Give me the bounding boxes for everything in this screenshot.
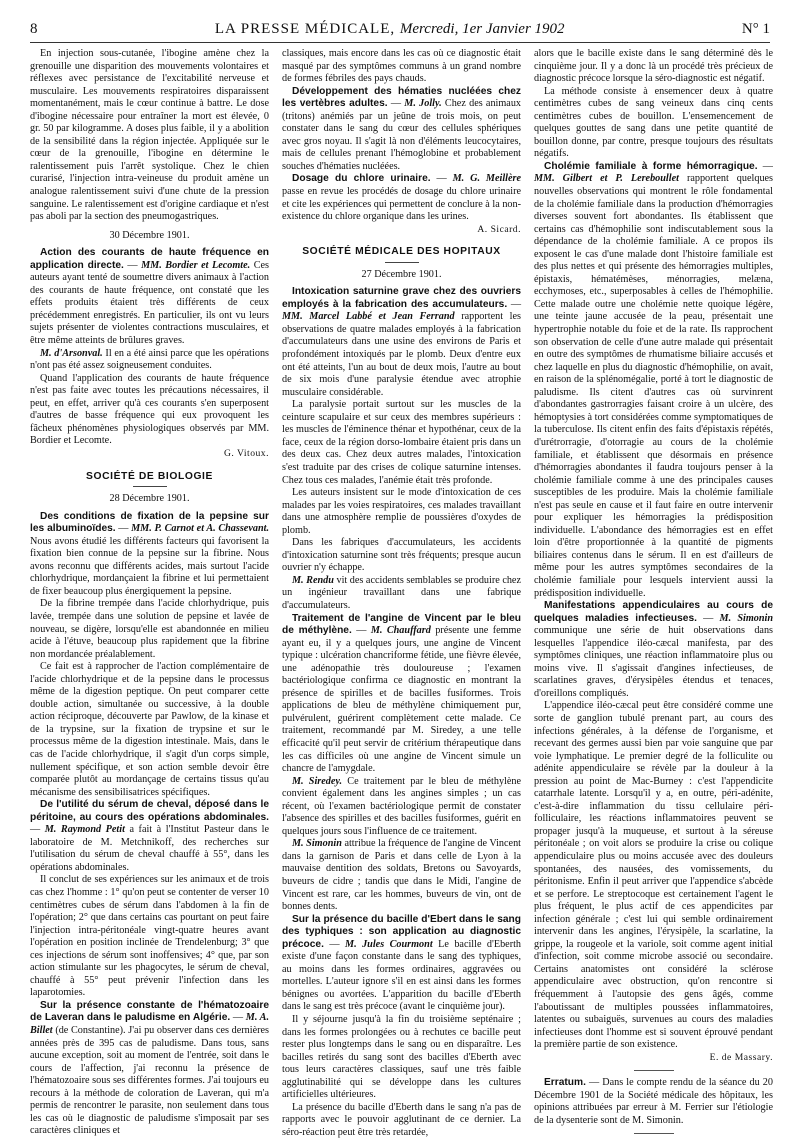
signature: E. de Massary. [709,1051,773,1063]
article-text: présente une femme ayant eu, il y a quelques jours, une angine de Vincent typique : ulcération chancriforme fétide, une fièvre élevée, une adénopathie très douloureuse ; l'examen bactériologique confirma ce diagnostic en montrant la présence de spirilles et de bacilles fusiformes. Trois applications de bleu de méthylène chimiquement pur, pulvérulent, guérirent complètement cette malade. Ce traitement, recommandé par M. Siredey, a une telle efficacité qu'il peut servir de critérium thérapeutique dans les cas difficiles où une angine de Vincent simule un chancre de l'amygdale. [282,625,522,775]
journal-masthead [215,21,565,38]
column-3 [534,48,774,1126]
signature: A. Sicard. [477,223,521,235]
article-text: Ces auteurs ayant tenté de soumettre divers animaux à l'action des courants de haute fréquence, ont constaté que les effets produits étaient très différents de ceux précédemment enregistrés. En particulier, ils ont vu leurs sujets présenter de violentes contractions musculaires, et être même atteints de brûlures graves. [30,259,270,347]
issue-number: N° 1 [741,21,770,37]
article-authors: M. A. Billet [30,1012,270,1037]
article-text: passe en revue les procédés de dosage du chlore urinaire et cite les expériences qui permettent de conclure à la non-existence du chlore organique dans les urines. [282,186,521,223]
article-authors: M. Raymond Petit [44,824,125,836]
erratum-title: Erratum. [544,1077,586,1089]
article-text: rapportent quelques nouvelles observations qui montrent le rôle fondamental de la cholémie familiale dans la production d'hémorragies diverses souvent fort abondantes. Ils établissent que certains cas d'hémophilie sont indiscutablement sous la dépendance de la cholémie familiale. A ce propos ils exposent le cas d'une malade dont l'histoire familiale est des plus nettes et qui présente des hémorragies multiples, épistaxis, hématémèses, ménorragies, melæna, ecchymoses, etc., superposables à celles de l'hémophilie. Cette malade outre une cholémie nette quoique légère, une teinte jaune accusée de la peau, présentait une hypertrophie notable du foie et de la rate. Ils rapprochent son observation de celle d'une autre malade qui présentait en outre des symptômes de rhumatisme biliaire accusés et chez laquelle en plus du diagnostic d'hémophilie, on avait, en raison de la splénomégalie, porté à tort le diagnostic de paludisme. Ils citent d'autres cas où survinrent d'abondantes gastrorragies faisant croire à un ulcère, des hémoptysies à tort considérées comme symptomatiques de la tuberculose. Ils citent enfin des faits d'épistaxis répétés, d'urétrorragie, d'otorragie au cours de la cholémie familiale, et établissent que désormais en présence d'hémorragies abondantes il faudra toujours penser à la cholémie familiale comme à une des principales causes susceptibles de les produire. Mais la cholémie familiale n'est pas seule en cause et il faut faire en outre intervenir pour expliquer les hémorragies la prédisposition individuelle. L'abondance des hémorragies est en effet loin d'être proportionnée à la quantité de pigments biliaires contenus dans le sérum. Il en est d'ailleurs de même pour les autres symptômes secondaires de la cholémie familiale pour lesquels intervient aussi la prédisposition individuelle. [534,173,774,599]
paragraph: L'appendice iléo-cæcal peut être considéré comme une sorte de ganglion tubulé prenant part, au cours des infections générales, à la défense de l'organisme, et recevant des germes aussi bien par voie sanguine que par voie lymphatique. Le premier degré de la folliculite ou adénite appendiculaire se révèle par la douleur à la pression au point de Mac-Burney : c'est l'appendicite catarrhale latente. Lorsqu'il y a, en outre, péri-adénite, c'est-à-dire inflammation du tissu cellulaire péri-folliculaire, les réactions inflammatoires peuvent se propager jusqu'à la muqueuse, et surtout à la séreuse péritonéale ; on voit alors se produire la crise ou colique appendiculaire plus ou moins accusée avec des douleurs spontanées, des nausées, des vomissements, du péritonisme. Enfin il peut arriver que l'appendice s'abcède et se perfore. Le streptocoque est certainement l'agent le plus fréquent, le plus actif de ces appendicites par infection générale ; c'est lui qui semble ordinairement intervenir dans les angines, l'érysipèle, la scarlatine, la grippe, la rougeole et la variole, soit comme agent initial d'infection, soit comme microbe associé ou secondaire. Certains anatomistes ont considéré la sclérose appendiculaire avec obstruction, qu'on rencontre si fréquemment à l'autopsie des gens âgés, comme l'aboutissant de multiples poussées inflammatoires, latentes ou subaiguës, survenues au cours des maladies infectieuses dont l'homme est si souvent éprouvé pendant la première partie de son existence. [534,700,773,1051]
article-title: De l'utilité du sérum de cheval, déposé dans le péritoine, au cours des opérations abdominales. [30,799,269,823]
journal-name: LA PRESSE MÉDICALE, [214,21,396,37]
article-authors: MM. Marcel Labbé et Jean Ferrand [282,311,455,323]
article-title: Développement des hématies nucléées chez les vertèbres adultes. [282,85,521,110]
article-title: Des conditions de fixation de la pepsine sur les albuminoïdes. [30,510,269,535]
article: Dosage du chlore urinaire. — M. G. Meillère passe en revue les procédés de dosage du chlore urinaire et cite les expériences qui permettent de conclure à la non-existence du chlore organique dans les urines. [282,173,521,223]
article-text: Nous avons étudié les différents facteurs qui favorisent la fixation bien connue de la pepsine sur la fibrine. Nous avons reconnu que différents acides, mais surtout l'acide chlorhydrique, mordançaient la fibrine et lui permettaient de fixer beaucoup plus énergiquement la pepsine. [30,535,269,597]
paragraph: La paralysie portait surtout sur les muscles de la ceinture scapulaire et sur ceux des membres supérieurs : les muscles de l'éminence thénar et hypothénar, ceux de la face, ceux de la région dorso-lombaire étaient pris dans un des deux cas. Chez deux autres malades, l'intoxication s'est traduite par des crises de colique saturnine intenses. Chez tous ces malades, l'anémie était très profonde. [282,399,521,486]
article: Intoxication saturnine grave chez des ouvriers employés à la fabrication des accumulateurs. — MM. Marcel Labbé et Jean Ferrand rapportent les observations de quatre malades employés à la fabrication d'accumulateurs dans une usine des environs de Paris et profondément intoxiqués par le plomb. Deux d'entre eux ont été atteints, l'un au bout de deux mois, l'autre au bout de six mois d'une paralysie étendue avec atrophie musculaire considérable. [282,286,522,398]
article-authors: M. G. Meillère [452,173,521,185]
column-1 [30,48,270,1137]
erratum: Erratum. — Dans le compte rendu de la séance du 20 Décembre 1901 de la Société médicale des hôpitaux, les opinions attribuées par erreur à M. Ferrier sur l'étiologie de la dysenterie sont de M. Simonin. [534,1077,773,1126]
article: Traitement de l'angine de Vincent par le bleu de méthylène. — M. Chauffard présente une femme ayant eu, il y a quelques jours, une angine de Vincent typique : ulcération chancriforme fétide, une fièvre élevée, une adénopathie très douloureuse ; l'examen bactériologique confirma ce diagnostic en montrant la présence de spirilles et de bacilles fusiformes. Trois applications de bleu de méthylène chimiquement pur, pulvérulent, guérirent complètement cette malade. Ce traitement, recommandé par M. Siredey, a une telle efficacité qu'il peut servir de critérium thérapeutique dans les cas difficiles où une angine de Vincent simule un chancre de l'amygdale. [282,612,522,775]
article-authors: M. Jolly. [404,98,442,110]
paragraph [282,575,521,613]
paragraph: alors que le bacille existe dans le sang déterminé dès le cinquième jour. Il y a donc là un procédé très précieux de diagnostic précoce lorsque la séro-diagnostic est négatif. [534,48,773,85]
column-2 [282,48,522,1138]
paragraph: Les auteurs insistent sur le mode d'intoxication de ces malades par les voies respiratoires, ces malades travaillant dans une atmosphère remplie de poussières d'oxydes de plomb. [282,487,521,536]
paragraph [30,348,269,373]
article-text: Il en a été ainsi parce que les opérations n'ont pas été assez soigneusement conduites. [30,347,269,372]
article-authors: MM. Bordier et Lecomte. [141,259,251,271]
session-date: 28 Décembre 1901. [109,493,190,505]
article-authors: M. d'Arsonval. [40,347,103,359]
article-text: vit des accidents semblables se produire chez un ingénieur travaillant dans une fabrique d'accumulateurs. [282,574,521,611]
article-authors: M. Jules Courmont [345,938,433,950]
article-text: Ce traitement par le bleu de méthylène convient également dans les angines simples ; un cas récent, où l'examen bactériologique permit de constater l'absence des spirilles et des bacilles fusiformes, guérit en quelques jours sous l'influence de ce traitement. [282,775,522,837]
paragraph: La présence du bacille d'Eberth dans le sang n'a pas de rapports avec le pouvoir agglutinant de ce dernier. La séro-réaction peut être très retardée, [282,1101,521,1138]
article-title: Cholémie familiale à forme hémorragique. [544,160,758,172]
paragraph [282,838,521,913]
paragraph: Dans les fabriques d'accumulateurs, les accidents d'intoxication saturnine sont très fréquents; presque aucun ouvrier n'y échappe. [282,537,521,574]
article: De l'utilité du sérum de cheval, déposé dans le péritoine, au cours des opérations abdominales. — M. Raymond Petit a fait à l'Institut Pasteur dans le laboratoire de M. Metchnikoff, des recherches sur l'utilisation du sérum de cheval chauffé à 55°, dans les opérations abdominales. [30,799,270,873]
session-date: 30 Décembre 1901. [109,229,190,241]
erratum-text: Dans le compte rendu de la séance du 20 Décembre 1901 de la Société médicale des hôpitaux, les opinions attribuées par erreur à M. Ferrier sur l'étiologie de la dysenterie sont de M. Simonin. [534,1077,773,1126]
paragraph: En injection sous-cutanée, l'ibogine amène chez la grenouille une disparition des mouvements volontaires et réflexes avec persistance de l'excitabilité nerveuse et musculaire. Les mouvements respiratoires disparaissent momentanément, mais le cœur continue à battre. Le dose d'ibogine nécessaire pour entraîner la mort est élevée, 0 gr. 50 par kilogramme. A doses plus faible, il y a abolition de la sensibilité dans la région injectée. Appliquée sur le cœur de la grenouille, l'ibogine en détermine le ralentissement puis l'arrêt systolique. Chez le chien curarisé, l'injection intra-veineuse du produit amène un analogue ralentissement suivi d'une chute de la pression sanguine. Le ralentissement est d'origine cardiaque et n'est pas aboli par la section des pneumogastriques. [30,48,269,223]
article-title: Intoxication saturnine grave chez des ouvriers employés à la fabrication des accumulateurs. [282,286,521,310]
article-authors: M. Rendu [292,574,334,586]
paragraph: classiques, mais encore dans les cas où ce diagnostic était masqué par des symptômes communs à un grand nombre de formes fébriles des pays chauds. [282,48,521,85]
article-title: Traitement de l'angine de Vincent par le bleu de méthylène. [282,612,521,637]
article-text: a fait à l'Institut Pasteur dans le laboratoire de M. Metchnikoff, des recherches sur l'utilisation du sérum de cheval chauffé à 55°, dans les opérations abdominales. [30,824,270,873]
article-title: Action des courants de haute fréquence en application directe. [30,247,269,271]
section-heading: SOCIÉTÉ DE BIOLOGIE [30,471,269,488]
article-authors: MM. P. Carnot et A. Chassevant. [131,523,269,535]
article-title: Dosage du chlore urinaire. [292,173,431,185]
article-authors: M. Simonin [292,838,342,850]
paragraph: Quand l'application des courants de haute fréquence n'est pas faite avec toutes les précautions nécessaires, il peut, en effet, arriver qu'à ces courants s'en superposent d'autres de basse fréquence qui eux provoquent les fâcheux phénomènes physiologiques observés par MM. Bordier et Lecomte. [30,372,269,447]
article-authors: M. Simonin [719,612,774,624]
article-text: communique une série de huit observations dans lesquelles l'appendice iléo-cæcal manifesta, par des symptômes cliniques, une réaction inflammatoire plus ou moins vive. Il s'agissait d'angines infectieuses, de scarlatines graves, d'érysipèles étendus et tenaces, d'oreillons compliqués. [534,625,773,699]
article: Cholémie familiale à forme hémorragique. — MM. Gilbert et P. Lereboullet rapportent quelques nouvelles observations qui montrent le rôle fondamental de la cholémie familiale dans la production d'hémorragies diverses souvent fort abondantes. Ils établissent que certains cas d'hémophilie sont indiscutablement sous la dépendance de la cholémie familiale. A ce propos ils exposent le cas d'une malade dont l'histoire familiale est des plus nettes et qui présente des hémorragies multiples, épistaxis, hématémèses, ménorragies, melæna, ecchymoses, etc., superposables à celles de l'hémophilie. Cette malade outre une cholémie nette quoique légère, une teinte jaune accusée de la peau, présentait une hypertrophie notable du foie et de la rate. Ils rapprochent son observation de celle d'une autre malade qui présentait en outre des symptômes de rhumatisme biliaire accusés et chez laquelle en plus du diagnostic d'hémophilie, on avait, en raison de la splénomégalie, porté à tort le diagnostic de paludisme. Ils citent d'autres cas où survinrent d'abondantes gastrorragies faisant croire à un ulcère, des hémoptysies à tort considérées comme symptomatiques de la tuberculose. Ils citent enfin des faits d'épistaxis répétés, d'urétrorragie, d'otorragie au cours de la cholémie familiale, et établissent que désormais en présence d'hémorragies abondantes il faudra toujours penser à la cholémie familiale comme à une des principales causes susceptibles de les produire. Mais la cholémie familiale n'est pas seule en cause et il faut faire en outre intervenir pour expliquer les hémorragies la prédisposition individuelle. L'abondance des hémorragies est en effet loin d'être proportionnée à la quantité de pigments biliaires contenus dans le sérum. Il en est d'ailleurs de même pour les autres symptômes secondaires de la cholémie familiale pour lesquels intervient aussi la prédisposition individuelle. [534,160,774,599]
article: Développement des hématies nucléées chez les vertèbres adultes. — M. Jolly. Chez des animaux (tritons) anémiés par un jeûne de trois mois, on peut constater dans le sang du cœur des cellules sphériques avec gros noyau. Il s'agit là non d'éléments leucocytaires, mais de cellules prenant l'hémoglobine et probablement souches d'hématies nucléées. [282,85,522,172]
divider [634,1133,674,1134]
article: Action des courants de haute fréquence en application directe. — MM. Bordier et Lecomte. Ces auteurs ayant tenté de soumettre divers animaux à l'action des courants de haute fréquence, ont constaté que les effets produits étaient très différents de ceux précédemment enregistrés. En particulier, ils ont vu leurs sujets présenter de violentes contractions musculaires, et être même atteints de brûlures graves. [30,247,270,347]
article-text: (de Constantine). J'ai pu observer dans ces dernières années près de 395 cas de paludisme. Dans tous, sans aucune exception, soit au moment de l'entrée, soit dans le cours de l'affection, j'ai reconnu la présence de l'hématozoaire sous ses différentes formes. J'ai toujours eu recours à la méthode de coloration de Laveran, qui m'a permis de rencontrer le parasite, non seulement dans tous les cas où le diagnostic de paludisme s'imposait par ses caractères cliniques et [30,1025,270,1137]
article-text: Le bacille d'Eberth existe d'une façon constante dans le sang des typhiques, au moins dans les formes ordinaires, aggravées ou mortelles. L'auteur ignore s'il en est ainsi dans les formes bénignes ou avortées. L'apparition du bacille d'Eberth dans le sang est très précoce (avant le cinquième jour). [282,938,522,1013]
signature: G. Vitoux. [223,447,269,459]
session-date: 27 Décembre 1901. [361,268,442,280]
article-columns [30,48,775,1138]
article-authors: M. Siredey. [292,775,343,787]
page-number: 8 [30,21,38,37]
paragraph [282,776,521,839]
article-authors: MM. Gilbert et P. Lereboullet [534,173,679,185]
article-title: Sur la présence du bacille d'Ebert dans le sang des typhiques : son application au diagnostic précoce. [282,913,521,950]
paragraph: La méthode consiste à ensemencer deux à quatre centimètres cubes de sang veineux dans cinq cents centimètres cubes de bouillon. L'ensemencement de quelques gouttes de sang dans une petite quantité de bouillon donne, par contre, presque toujours des résultats négatifs. [534,85,773,160]
article: Sur la présence constante de l'hématozoaire de Laveran dans le paludisme en Algérie. — M. A. Billet (de Constantine). J'ai pu observer dans ces dernières années près de 395 cas de paludisme. Dans tous, sans aucune exception, soit au moment de l'entrée, soit dans le cours de l'affection, j'ai reconnu la présence de l'hématozoaire sous ses différentes formes. J'ai toujours eu recours à la méthode de coloration de Laveran, qui m'a permis de rencontrer le parasite, non seulement dans tous les cas où le diagnostic de paludisme s'imposait par ses caractères cliniques et [30,999,270,1137]
article: Manifestations appendiculaires au cours de quelques maladies infectieuses. — M. Simonin communique une série de huit observations dans lesquelles l'appendice iléo-cæcal manifesta, par des symptômes cliniques, une réaction inflammatoire plus ou moins vive. Il s'agissait d'angines infectieuses, de scarlatines graves, d'érysipèles étendus et tenaces, d'oreillons compliqués. [534,600,774,699]
section-heading: SOCIÉTÉ MÉDICALE DES HOPITAUX [282,246,521,263]
article-text: attribue la fréquence de l'angine de Vincent dans la garnison de Paris et dans celle de Lyon à la mauvaise dentition des soldats, Bretons ou Savoyards, buveurs de cidre ; tandis que dans le Midi, l'angine de Vincent est rare, car les hommes, buveurs de vin, ont de bonnes dents. [282,838,521,913]
paragraph: Ce fait est à rapprocher de l'action complémentaire de l'acide chlorhydrique et de la pepsine dans le processus même de la digestion peptique. On peut comparer cette double action, simultanée ou successive, à la double action réciproque, découverte par Pawlow, de la kinase et de la trypsine, sur la fixation de trypsine et sur le processus même de la digestion intestinale. Mais, dans le cas de l'acide chlorhydrique, il s'agit d'un corps simple, nullement spécifique, et son action semble devoir être comparée plutôt au mordançage de certains tissus qu'au mécanisme des sensibilisatrices spécifiques. [30,661,269,798]
page-header [30,14,770,43]
divider [634,1070,674,1071]
article-authors: M. Chauffard [370,625,431,637]
paragraph: De la fibrine trempée dans l'acide chlorhydrique, puis lavée, trempée dans une solution de pepsine et lavée de nouveau, se digère, lorsqu'elle est abandonnée en milieu acide à l'étuve, beaucoup plus rapidement que la fibrine non mordancée préalablement. [30,598,269,660]
article-title: Manifestations appendiculaires au cours de quelques maladies infectieuses. [534,600,773,624]
article-title: Sur la présence constante de l'hématozoaire de Laveran dans le paludisme en Algérie. [30,999,269,1024]
paragraph: Il conclut de ses expériences sur les animaux et de trois cas chez l'homme : 1° qu'on peut se contenter de verser 10 centimètres cubes de sérum dans l'abdomen à la fin de l'opération; 2° que dans certains cas pourtant on peut faire l'injection intra-péritonéale vingt-quatre heures avant l'opération en position inclinée de Trendelenburg; 3° que ces injections de sérum sont inoffensives; 4° que, par son action stimulante sur les phagocytes, le sérum de cheval, chauffé à 55° peut prévenir l'infection dans les laparotomies. [30,874,269,999]
article: Sur la présence du bacille d'Ebert dans le sang des typhiques : son application au diagnostic précoce. — M. Jules Courmont Le bacille d'Eberth existe d'une façon constante dans le sang des typhiques, au moins dans les formes ordinaires, aggravées ou mortelles. L'auteur ignore s'il en est ainsi dans les formes bénignes ou avortées. L'apparition du bacille d'Eberth dans le sang est très précoce (avant le cinquième jour). [282,913,522,1013]
paragraph: Il y séjourne jusqu'à la fin du troisième septénaire ; dans les formes prolongées ou à rechutes ce bacille peut rester plus longtemps dans le sang ou en disparaître. Les bacilles retirés du sang sont des bacilles d'Eberth avec tous leurs caractères classiques, sauf une très faible agglutinabilité qui se développe dans les cultures artificielles ultérieures. [282,1014,521,1101]
article-text: Chez des animaux (tritons) anémiés par un jeûne de trois mois, on peut constater dans le sang du cœur des cellules sphériques avec gros noyau. Il s'agit là non d'éléments leucocytaires, mais de cellules prenant l'hémoglobine et probablement souches d'hématies nucléées. [282,98,522,172]
issue-date: Mercredi, 1er Janvier 1902 [399,21,565,37]
article-text: rapportent les observations de quatre malades employés à la fabrication d'accumulateurs dans une usine des environs de Paris et profondément intoxiqués par le plomb. Deux d'entre eux ont été atteints, l'un au bout de deux mois, l'autre au bout de six mois d'une paralysie étendue avec atrophie musculaire considérable. [282,311,521,398]
article: Des conditions de fixation de la pepsine sur les albuminoïdes. — MM. P. Carnot et A. Chassevant. Nous avons étudié les différents facteurs qui favorisent la fixation bien connue de la pepsine sur la fibrine. Nous avons reconnu que différents acides, mais surtout l'acide chlorhydrique, mordançaient la fibrine et lui permettaient de fixer beaucoup plus énergiquement la pepsine. [30,510,269,597]
